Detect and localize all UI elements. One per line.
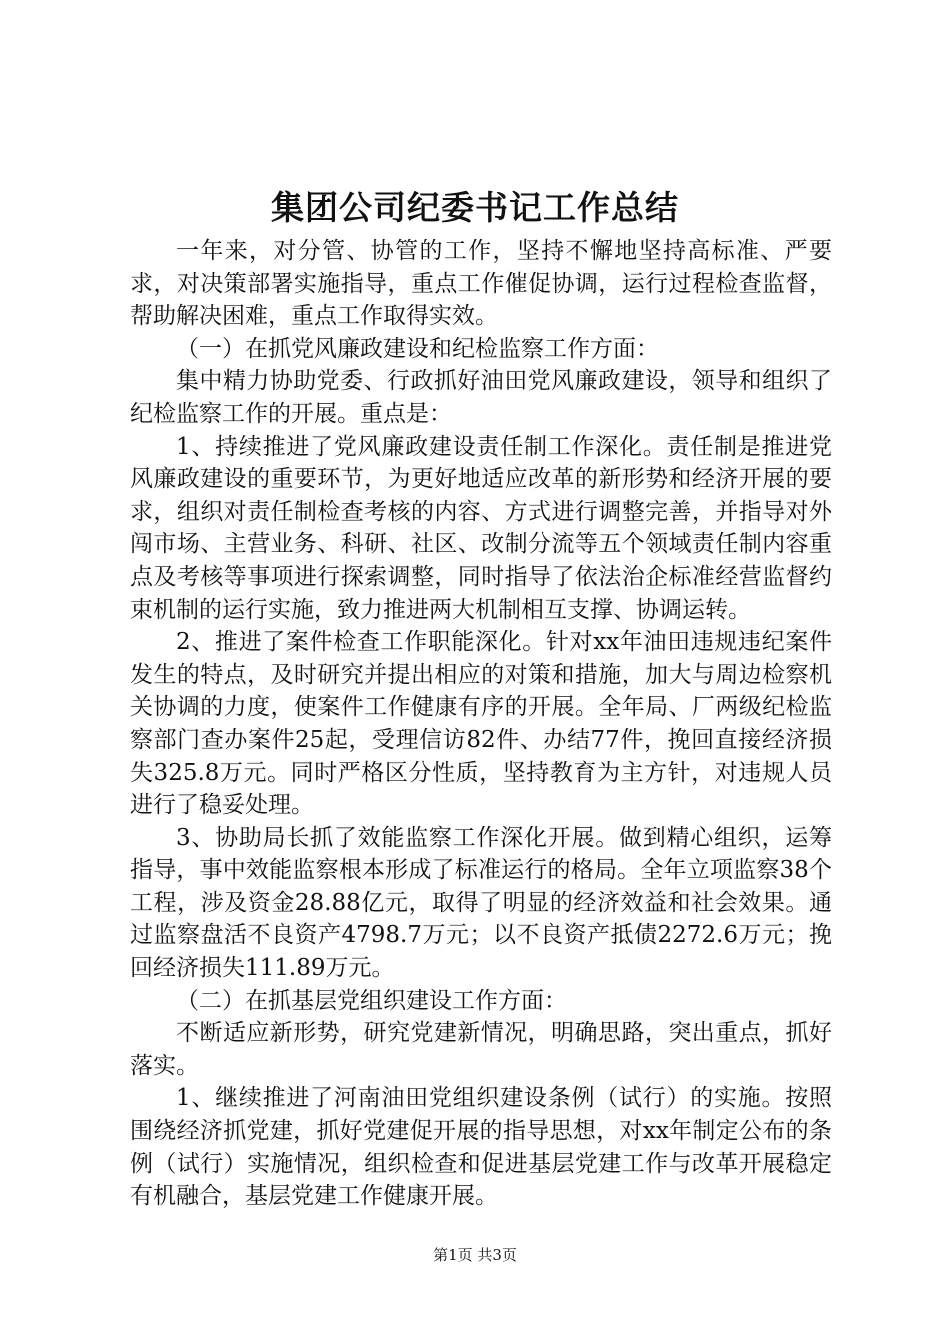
paragraph-item-2-1: 1、继续推进了河南油田党组织建设条例（试行）的实施。按照围绕经济抓党建，抓好党建促开展的指导思想，对xx年制定公布的条例（试行）实施情况，组织检查和促进基层党建工作与改革开展稳定有机融合，基层党建工作健康开展。 [130, 1085, 832, 1210]
paragraph-item-1-2: 2、推进了案件检查工作职能深化。针对xx年油田违规违纪案件发生的特点，及时研究并提出相应的对策和措施，加大与周边检察机关协调的力度，使案件工作健康有序的开展。全年局、厂两级纪检监察部门查办案件25起，受理信访82件、办结77件，挽回直接经济损失325.8万元。同时严格区分性质，坚持教育为主方针，对违规人员进行了稳妥处理。 [130, 629, 832, 819]
paragraph-item-1-3: 3、协助局长抓了效能监察工作深化开展。做到精心组织，运筹指导，事中效能监察根本形成了标准运行的格局。全年立项监察38个工程，涉及资金28.88亿元，取得了明显的经济效益和社会效果。通过监察盘活不良资产4798.7万元；以不良资产抵债2272.6万元；挽回经济损失111.89万元。 [130, 824, 832, 982]
paragraph-item-1-1: 1、持续推进了党风廉政建设责任制工作深化。责任制是推进党风廉政建设的重要环节，为更好地适应改革的新形势和经济开展的要求，组织对责任制检查考核的内容、方式进行调整完善，并指导对外闯市场、主营业务、科研、社区、改制分流等五个领域责任制内容重点及考核等事项进行探索调整，同时指导了依法治企标准经营监督约束机制的运行实施，致力推进两大机制相互支撑、协调运转。 [130, 433, 832, 623]
section-heading-1: （一）在抓党风廉政建设和纪检监察工作方面： [176, 335, 659, 362]
paragraph-section-1-intro: 集中精力协助党委、行政抓好油田党风廉政建设，领导和组织了纪检监察工作的开展。重点是： [130, 368, 832, 427]
paragraph-section-2-intro: 不断适应新形势，研究党建新情况，明确思路，突出重点，抓好落实。 [130, 1020, 832, 1079]
page-number-footer: 第1页 共3页 [433, 1246, 517, 1264]
paragraph-intro: 一年来，对分管、协管的工作，坚持不懈地坚持高标准、严要求，对决策部署实施指导，重点工作催促协调，运行过程检查监督，帮助解决困难，重点工作取得实效。 [130, 238, 832, 330]
document-body [130, 235, 832, 1213]
section-heading-2: （二）在抓基层党组织建设工作方面： [176, 987, 567, 1014]
document-title: 集团公司纪委书记工作总结 [271, 188, 679, 227]
